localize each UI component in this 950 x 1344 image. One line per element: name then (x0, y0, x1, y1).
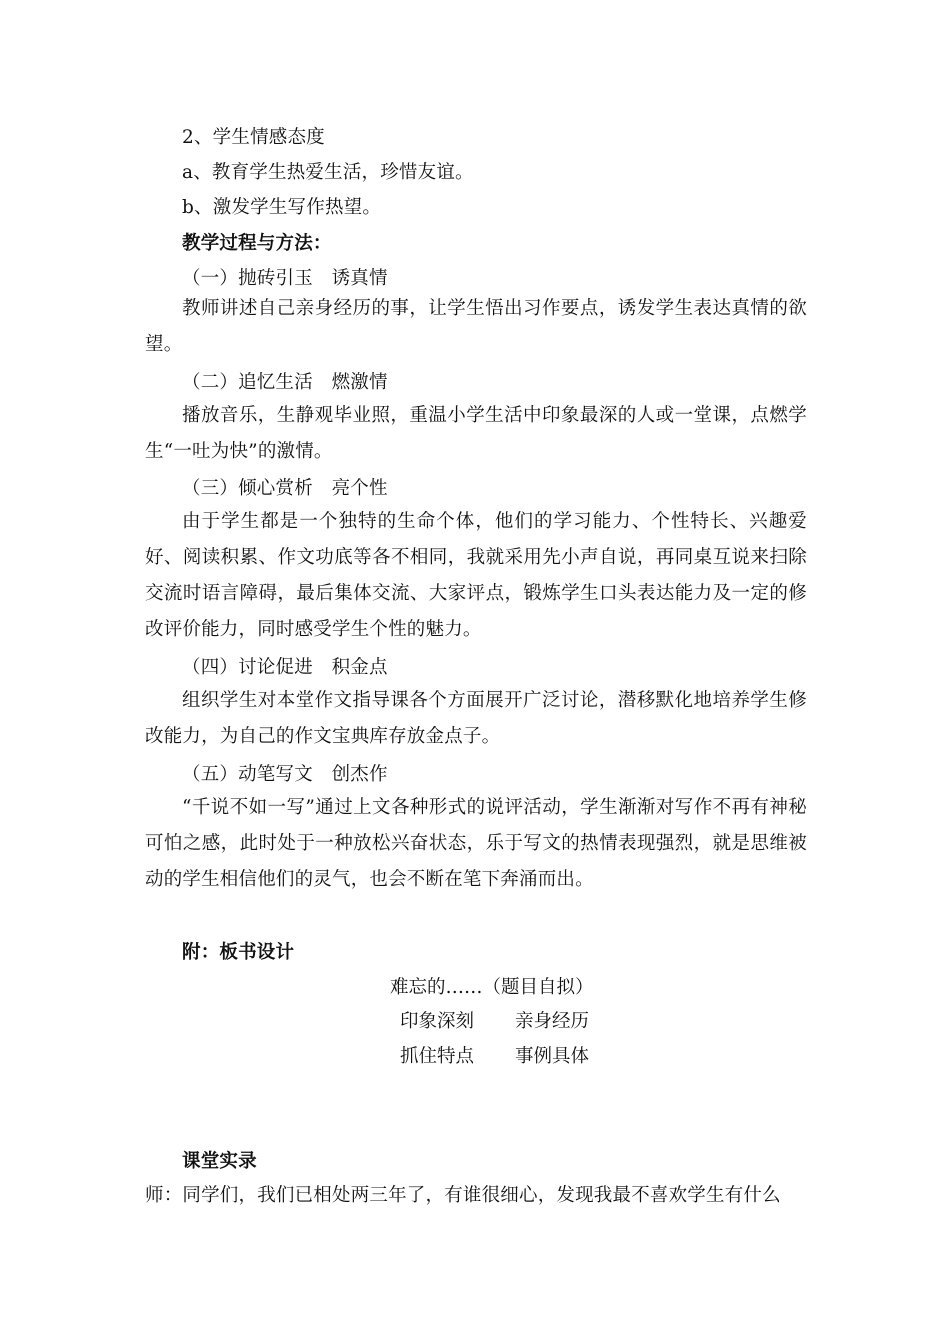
step-1-title: （一）抛砖引玉 诱真情 (182, 268, 388, 289)
attitude-item-b: b、激发学生写作热望。 (182, 197, 382, 218)
step-4-title: （四）讨论促进 积金点 (182, 657, 388, 678)
record-heading: 课堂实录 (182, 1151, 257, 1172)
step-5-body: “千说不如一写”通过上文各种形式的说评活动，学生渐渐对写作不再有神秘可怕之感，此时处于一种放松兴奋状态，乐于写文的热情表现强烈，就是思维被动的学生相信他们的灵气，也会不断在笔下奔涌而出。 (145, 797, 807, 890)
step-3-body: 由于学生都是一个独特的生命个体，他们的学习能力、个性特长、兴趣爱好、阅读积累、作文功底等各不相同，我就采用先小声自说，再同桌互说来扫除交流时语言障碍，最后集体交流、大家评点，锻炼学生口头表达能力及一定的修改评价能力，同时感受学生个性的魅力。 (145, 511, 807, 640)
board-title: 难忘的……（题目自拟） (390, 977, 594, 998)
step-3-title: （三）倾心赏析 亮个性 (182, 478, 388, 499)
board-row2-left: 抓住特点 (400, 1046, 475, 1067)
record-first-line: 师：同学们，我们已相处两三年了，有谁很细心，发现我最不喜欢学生有什么 (145, 1185, 781, 1206)
board-heading: 附：板书设计 (182, 942, 295, 963)
process-heading: 教学过程与方法： (182, 233, 332, 254)
step-2-title: （二）追忆生活 燃激情 (182, 372, 388, 393)
board-row2-right: 事例具体 (515, 1046, 590, 1067)
step-1-body: 教师讲述自己亲身经历的事，让学生悟出习作要点，诱发学生表达真情的欲望。 (145, 298, 807, 355)
attitude-heading: 2、学生情感态度 (182, 127, 325, 148)
step-2-body: 播放音乐，生静观毕业照，重温小学生活中印象最深的人或一堂课，点燃学生“一吐为快”的激情。 (145, 405, 807, 462)
board-row1-right: 亲身经历 (515, 1011, 590, 1032)
step-5-title: （五）动笔写文 创杰作 (182, 764, 388, 785)
attitude-item-a: a、教育学生热爱生活，珍惜友谊。 (182, 162, 474, 183)
step-4-body: 组织学生对本堂作文指导课各个方面展开广泛讨论，潜移默化地培养学生修改能力，为自己的作文宝典库存放金点子。 (145, 690, 807, 747)
board-row1-left: 印象深刻 (400, 1011, 475, 1032)
